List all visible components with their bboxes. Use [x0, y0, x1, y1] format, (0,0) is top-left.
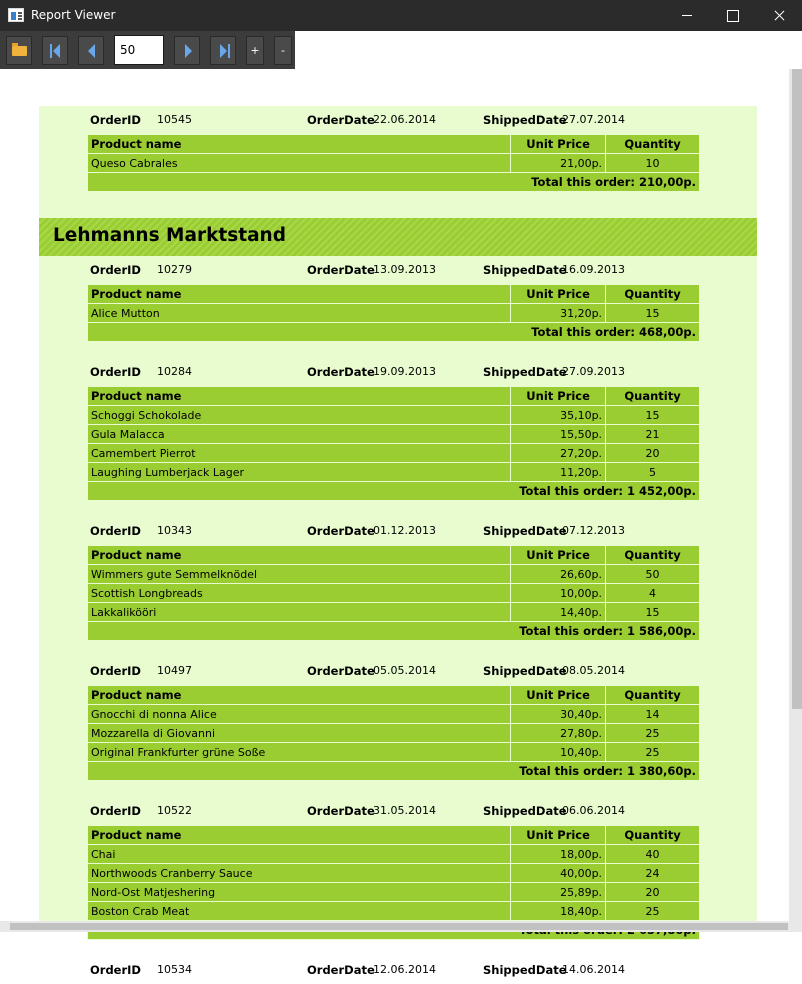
order-id-label: OrderID [90, 365, 141, 379]
order-details-table [87, 386, 700, 501]
unit-price-cell: 10,00р. [511, 584, 606, 603]
table-row [88, 304, 700, 323]
unit-price-header: Unit Price [511, 686, 606, 705]
unit-price-cell: 27,20р. [511, 444, 606, 463]
table-header-row [88, 686, 700, 705]
shipped-date-label: ShippedDate [483, 263, 567, 277]
order-total: Total this order: 1 586,00р. [88, 622, 700, 641]
close-button[interactable] [756, 0, 802, 31]
order-date-label: OrderDate [307, 963, 375, 977]
table-row [88, 406, 700, 425]
quantity-cell: 15 [606, 304, 700, 323]
first-page-button[interactable] [42, 36, 68, 65]
table-row [88, 864, 700, 883]
order-id-value: 10545 [157, 113, 192, 126]
order-details-table [87, 685, 700, 781]
quantity-cell: 14 [606, 705, 700, 724]
shipped-date-value: 07.12.2013 [562, 524, 625, 537]
order-details-table [87, 134, 700, 192]
vertical-scrollbar-thumb[interactable] [792, 69, 802, 709]
unit-price-cell: 18,00р. [511, 845, 606, 864]
shipped-date-value: 16.09.2013 [562, 263, 625, 276]
unit-price-header: Unit Price [511, 387, 606, 406]
order-total: Total this order: 210,00р. [88, 173, 700, 192]
toolbar [0, 31, 295, 69]
quantity-cell: 4 [606, 584, 700, 603]
product-name-cell: Laughing Lumberjack Lager [88, 463, 511, 482]
shipped-date-label: ShippedDate [483, 963, 567, 977]
order-date-value: 01.12.2013 [373, 524, 436, 537]
page-number-input[interactable] [114, 35, 164, 65]
previous-page-button[interactable] [78, 36, 104, 65]
next-page-button[interactable] [174, 36, 200, 65]
order-id-value: 10522 [157, 804, 192, 817]
order-date-label: OrderDate [307, 365, 375, 379]
table-row [88, 444, 700, 463]
unit-price-header: Unit Price [511, 546, 606, 565]
shipped-date-value: 27.07.2014 [562, 113, 625, 126]
order-date-label: OrderDate [307, 113, 375, 127]
order-total-row [88, 762, 700, 781]
order-date-value: 19.09.2013 [373, 365, 436, 378]
product-name-cell: Lakkalikööri [88, 603, 511, 622]
order-total: Total this order: 1 380,60р. [88, 762, 700, 781]
table-header-row [88, 135, 700, 154]
table-row [88, 584, 700, 603]
first-page-bar-icon [50, 44, 52, 58]
order-header [39, 106, 757, 134]
order-id-label: OrderID [90, 113, 141, 127]
shipped-date-value: 06.06.2014 [562, 804, 625, 817]
unit-price-header: Unit Price [511, 285, 606, 304]
previous-page-icon [88, 44, 95, 58]
table-row [88, 724, 700, 743]
product-name-cell: Original Frankfurter grüne Soße [88, 743, 511, 762]
title-bar [0, 0, 802, 31]
quantity-cell: 25 [606, 724, 700, 743]
product-name-cell: Boston Crab Meat [88, 902, 511, 921]
order-date-value: 12.06.2014 [373, 963, 436, 976]
order-id-value: 10279 [157, 263, 192, 276]
shipped-date-value: 08.05.2014 [562, 664, 625, 677]
shipped-date-label: ShippedDate [483, 113, 567, 127]
quantity-cell: 20 [606, 883, 700, 902]
quantity-header: Quantity [606, 826, 700, 845]
table-row [88, 603, 700, 622]
quantity-cell: 24 [606, 864, 700, 883]
shipped-date-value: 14.06.2014 [562, 963, 625, 976]
zoom-out-button[interactable]: - [274, 36, 292, 65]
order-date-value: 22.06.2014 [373, 113, 436, 126]
quantity-cell: 25 [606, 902, 700, 921]
shipped-date-value: 27.09.2013 [562, 365, 625, 378]
unit-price-header: Unit Price [511, 135, 606, 154]
order-id-value: 10497 [157, 664, 192, 677]
order-total-row [88, 622, 700, 641]
section-spacer [39, 192, 757, 208]
table-header-row [88, 826, 700, 845]
order-id-label: OrderID [90, 524, 141, 538]
order-id-label: OrderID [90, 804, 141, 818]
order-id-label: OrderID [90, 963, 141, 977]
order-details-table [87, 545, 700, 641]
order-date-label: OrderDate [307, 804, 375, 818]
minimize-button[interactable] [664, 0, 710, 31]
quantity-header: Quantity [606, 387, 700, 406]
order-total-row [88, 173, 700, 192]
order-date-value: 13.09.2013 [373, 263, 436, 276]
unit-price-cell: 25,89р. [511, 883, 606, 902]
table-row [88, 743, 700, 762]
product-name-header: Product name [88, 826, 511, 845]
order-header [39, 797, 757, 825]
report-viewer-app-icon [8, 8, 24, 22]
quantity-cell: 5 [606, 463, 700, 482]
order-date-label: OrderDate [307, 263, 375, 277]
order-header [39, 256, 757, 284]
section-spacer [39, 342, 757, 358]
horizontal-scrollbar-thumb[interactable] [10, 923, 788, 930]
unit-price-cell: 40,00р. [511, 864, 606, 883]
quantity-cell: 25 [606, 743, 700, 762]
unit-price-cell: 15,50р. [511, 425, 606, 444]
order-id-value: 10343 [157, 524, 192, 537]
shipped-date-label: ShippedDate [483, 804, 567, 818]
folder-open-icon [12, 46, 27, 56]
order-id-label: OrderID [90, 664, 141, 678]
product-name-cell: Alice Mutton [88, 304, 511, 323]
table-row [88, 463, 700, 482]
product-name-header: Product name [88, 686, 511, 705]
table-row [88, 883, 700, 902]
unit-price-cell: 10,40р. [511, 743, 606, 762]
product-name-cell: Wimmers gute Semmelknödel [88, 565, 511, 584]
order-header [39, 956, 757, 984]
product-name-cell: Schoggi Schokolade [88, 406, 511, 425]
report-content [39, 106, 757, 984]
shipped-date-label: ShippedDate [483, 524, 567, 538]
unit-price-cell: 31,20р. [511, 304, 606, 323]
quantity-header: Quantity [606, 686, 700, 705]
quantity-cell: 50 [606, 565, 700, 584]
table-row [88, 902, 700, 921]
table-header-row [88, 285, 700, 304]
unit-price-cell: 30,40р. [511, 705, 606, 724]
product-name-cell: Gula Malacca [88, 425, 511, 444]
open-report-button[interactable] [6, 36, 32, 65]
product-name-cell: Camembert Pierrot [88, 444, 511, 463]
section-spacer [39, 781, 757, 797]
quantity-cell: 21 [606, 425, 700, 444]
order-date-label: OrderDate [307, 664, 375, 678]
window-title: Report Viewer [31, 8, 116, 22]
product-name-cell: Chai [88, 845, 511, 864]
customer-name: Lehmanns Marktstand [53, 225, 286, 246]
product-name-cell: Northwoods Cranberry Sauce [88, 864, 511, 883]
next-page-icon [185, 44, 192, 58]
order-total: Total this order: 1 452,00р. [88, 482, 700, 501]
product-name-header: Product name [88, 546, 511, 565]
unit-price-cell: 14,40р. [511, 603, 606, 622]
unit-price-cell: 18,40р. [511, 902, 606, 921]
customer-group-header [39, 218, 757, 256]
order-details-table [87, 284, 700, 342]
table-header-row [88, 387, 700, 406]
order-header [39, 657, 757, 685]
order-id-value: 10284 [157, 365, 192, 378]
order-id-label: OrderID [90, 263, 141, 277]
quantity-header: Quantity [606, 546, 700, 565]
table-row [88, 845, 700, 864]
table-row [88, 705, 700, 724]
order-total: Total this order: 468,00р. [88, 323, 700, 342]
product-name-cell: Gnocchi di nonna Alice [88, 705, 511, 724]
quantity-cell: 20 [606, 444, 700, 463]
first-page-icon [53, 44, 60, 58]
order-total-row [88, 323, 700, 342]
maximize-button[interactable] [710, 0, 756, 31]
quantity-header: Quantity [606, 285, 700, 304]
product-name-cell: Scottish Longbreads [88, 584, 511, 603]
order-date-label: OrderDate [307, 524, 375, 538]
unit-price-cell: 11,20р. [511, 463, 606, 482]
quantity-cell: 10 [606, 154, 700, 173]
quantity-cell: 15 [606, 603, 700, 622]
product-name-cell: Nord-Ost Matjeshering [88, 883, 511, 902]
product-name-header: Product name [88, 135, 511, 154]
product-name-cell: Queso Cabrales [88, 154, 511, 173]
quantity-cell: 40 [606, 845, 700, 864]
section-spacer [39, 641, 757, 657]
report-page [39, 106, 757, 977]
shipped-date-label: ShippedDate [483, 365, 567, 379]
section-spacer [39, 940, 757, 956]
table-row [88, 154, 700, 173]
order-total-row [88, 482, 700, 501]
unit-price-cell: 27,80р. [511, 724, 606, 743]
product-name-cell: Mozzarella di Giovanni [88, 724, 511, 743]
quantity-cell: 15 [606, 406, 700, 425]
shipped-date-label: ShippedDate [483, 664, 567, 678]
unit-price-header: Unit Price [511, 826, 606, 845]
section-spacer [39, 501, 757, 517]
product-name-header: Product name [88, 285, 511, 304]
table-row [88, 425, 700, 444]
product-name-header: Product name [88, 387, 511, 406]
last-page-bar-icon [228, 44, 230, 58]
order-header [39, 517, 757, 545]
last-page-button[interactable] [210, 36, 236, 65]
unit-price-cell: 21,00р. [511, 154, 606, 173]
unit-price-cell: 35,10р. [511, 406, 606, 425]
zoom-in-button[interactable]: + [246, 36, 264, 65]
table-row [88, 565, 700, 584]
order-header [39, 358, 757, 386]
order-date-value: 05.05.2014 [373, 664, 436, 677]
unit-price-cell: 26,60р. [511, 565, 606, 584]
order-date-value: 31.05.2014 [373, 804, 436, 817]
quantity-header: Quantity [606, 135, 700, 154]
last-page-icon [220, 44, 227, 58]
table-header-row [88, 546, 700, 565]
order-id-value: 10534 [157, 963, 192, 976]
